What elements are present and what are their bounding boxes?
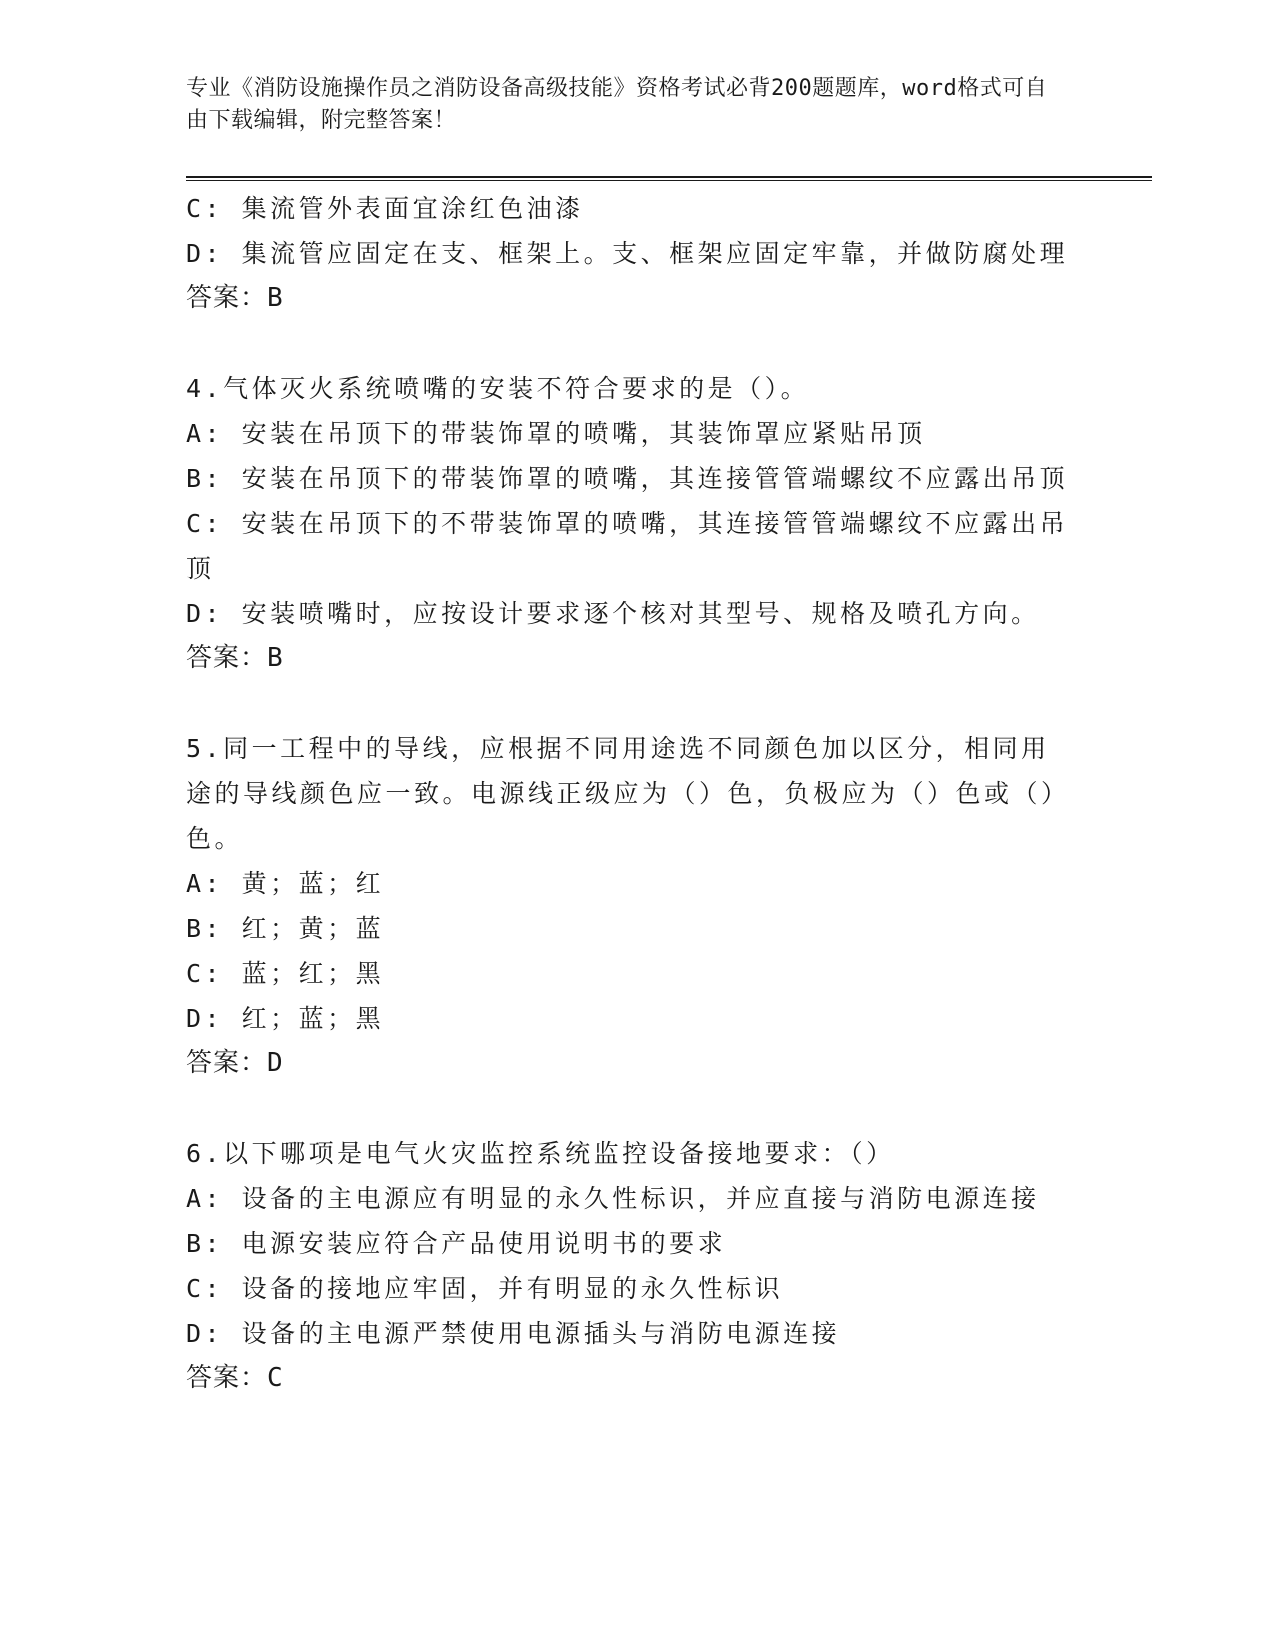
answer-line: 答案：D xyxy=(186,1048,284,1078)
option-a: A: 黄；蓝；红 xyxy=(186,869,385,898)
option-c: C: 安装在吊顶下的不带装饰罩的喷嘴，其连接管管端螺纹不应露出吊顶 xyxy=(186,509,1069,583)
answer-line: 答案：B xyxy=(186,283,284,313)
question-stem: 6.以下哪项是电气火灾监控系统监控设备接地要求：（） xyxy=(186,1139,895,1168)
option-c: C: 设备的接地应牢固，并有明显的永久性标识 xyxy=(186,1274,784,1303)
question-5 xyxy=(186,726,1076,1086)
option-a: A: 安装在吊顶下的带装饰罩的喷嘴，其装饰罩应紧贴吊顶 xyxy=(186,419,926,448)
continued-question xyxy=(186,186,1076,321)
option-a: A: 设备的主电源应有明显的永久性标识，并应直接与消防电源连接 xyxy=(186,1184,1040,1213)
option-b: B: 安装在吊顶下的带装饰罩的喷嘴，其连接管管端螺纹不应露出吊顶 xyxy=(186,464,1069,493)
page-header: 专业《消防设施操作员之消防设备高级技能》资格考试必背200题题库，word格式可自由下载编辑，附完整答案！ xyxy=(186,76,1048,133)
option-d: D: 红；蓝；黑 xyxy=(186,1004,385,1033)
question-4 xyxy=(186,366,1076,681)
option-b: B: 电源安装应符合产品使用说明书的要求 xyxy=(186,1229,727,1258)
question-6 xyxy=(186,1131,1076,1401)
question-stem: 5.同一工程中的导线，应根据不同用途选不同颜色加以区分，相同用途的导线颜色应一致。电源线正级应为（）色，负极应为（）色或（）色。 xyxy=(186,734,1070,853)
option-c: C: 蓝；红；黑 xyxy=(186,959,385,988)
header-divider xyxy=(186,176,1152,181)
option-d: D: 集流管应固定在支、框架上。支、框架应固定牢靠，并做防腐处理 xyxy=(186,239,1069,268)
option-c: C: 集流管外表面宜涂红色油漆 xyxy=(186,194,584,223)
answer-line: 答案：C xyxy=(186,1363,284,1393)
document-body xyxy=(186,186,1076,1401)
option-d: D: 设备的主电源严禁使用电源插头与消防电源连接 xyxy=(186,1319,841,1348)
option-d: D: 安装喷嘴时，应按设计要求逐个核对其型号、规格及喷孔方向。 xyxy=(186,599,1040,628)
option-b: B: 红；黄；蓝 xyxy=(186,914,385,943)
question-stem: 4.气体灭火系统喷嘴的安装不符合要求的是（）。 xyxy=(186,374,810,403)
answer-line: 答案：B xyxy=(186,643,284,673)
